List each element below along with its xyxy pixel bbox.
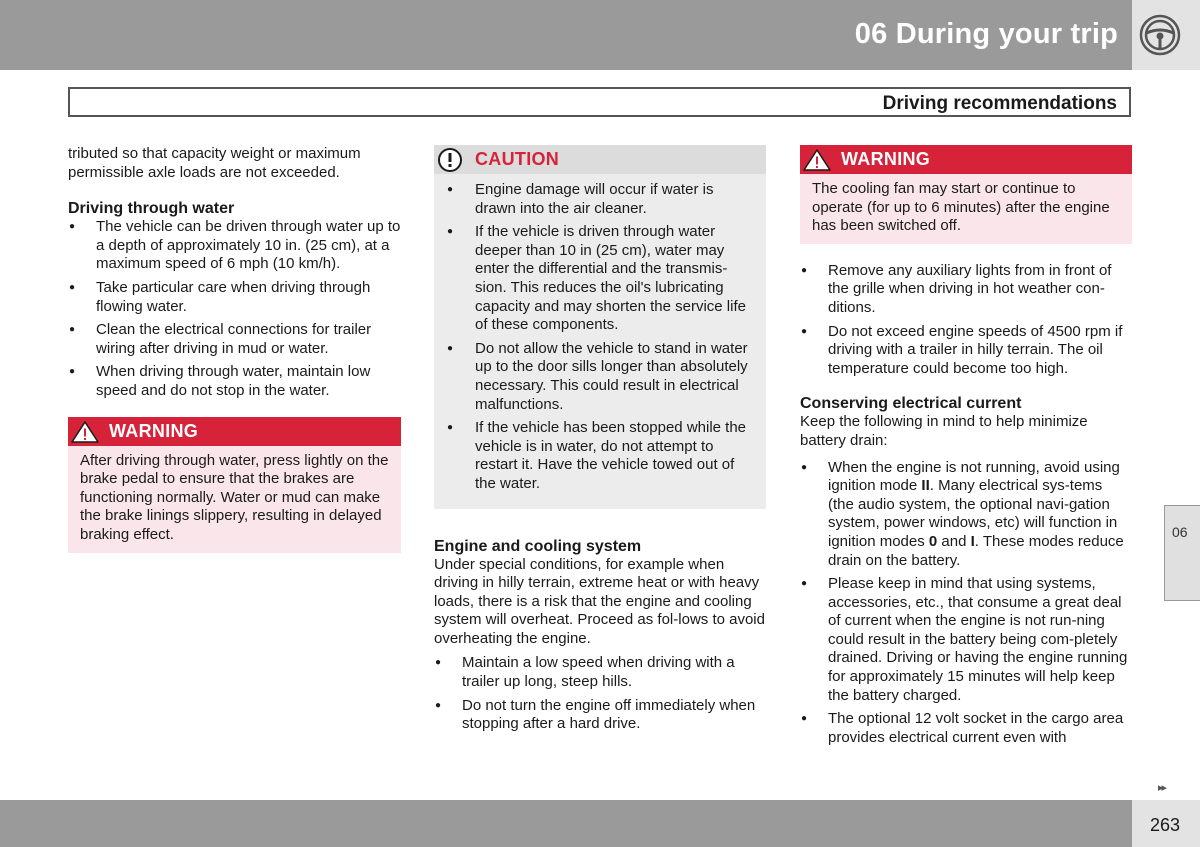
column-3 [800,145,1132,752]
list-item: ● Engine damage will occur if water is drawn into the air cleaner. [446,181,754,218]
page-number: 263 [1150,815,1181,835]
list-item: ● If the vehicle has been stopped while the vehicle is in water, do not attempt to restart it. Have the vehicle towed out of the water. [446,419,754,493]
warning-body: The cooling fan may start or continue to operate (for up to 6 minutes) after the engine has been switched off. [800,174,1132,244]
list-item: ● Maintain a low speed when driving with a trailer up long, steep hills. [434,654,766,691]
col1-intro: tributed so that capacity weight or maximum permissible axle loads are not exceeded. [68,145,361,181]
warning-header [800,145,1132,174]
engine-cooling-intro: Under special conditions, for example when driving in hilly terrain, extreme heat or with heavy loads, there is a risk that the engine and cooling system will overheat. Proceed as fol-lows to avoid overheating the engine. [434,555,765,647]
list-item: ● Clean the electrical connections for trailer wiring after driving in mud or water. [68,321,401,358]
column-2 [434,145,766,739]
chapter-side-tab: 06 [1164,505,1200,601]
steering-wheel-icon [1139,14,1181,56]
hot-weather-list [800,262,1132,379]
conserving-current-intro: Keep the following in mind to help minimize battery drain: [800,413,1088,449]
list-item: ● The vehicle can be driven through water up to a depth of approximately 10 in. (25 cm), at a maximum speed of 6 mph (10 km/h). [68,218,401,274]
list-item: ● When the engine is not running, avoid using ignition mode II. Many electrical sys-tems (the audio system, the optional navi-gation system, power windows, etc) will function in ignition modes 0 and I. These modes reduce drain on the battery. [800,459,1132,571]
column-1 [68,145,401,553]
caution-exclamation-icon [436,147,464,173]
warning-triangle-icon [802,148,832,172]
warning-body: After driving through water, press lightly on the brake pedal to ensure that the brakes are functioning normally. Water or mud can make the brake linings slippery, resulting in delayed braking effect. [68,446,401,553]
section-title: Driving recommendations [882,93,1117,114]
chapter-title: 06 During your trip [854,18,1118,50]
list-item: ● If the vehicle is driven through water deeper than 10 in (25 cm), water may enter the differential and the transmis-sion. This reduces the oil's lubricating capacity and may shorten the service life of these components. [446,223,754,335]
next-page-marker: ▸▸ [1158,782,1166,794]
list-item: ● Do not allow the vehicle to stand in water up to the door sills longer than absolutely necessary. This could result in electrical malfunctions. [446,340,754,414]
water-bullet-list [68,218,401,400]
list-item: ● Please keep in mind that using systems, accessories, etc., that consume a great deal of current when the engine is not run-ning could result in the battery being com-pletely drained. Driving or having the engine running for approximately 15 minutes will help keep the battery charged. [800,575,1132,705]
conserving-current-heading: Conserving electrical current [800,395,1022,413]
cooling-fan-warning-box [800,145,1132,244]
engine-cooling-heading: Engine and cooling system [434,537,642,555]
list-item: ● The optional 12 volt socket in the cargo area provides electrical current even with [800,710,1132,747]
caution-header [434,145,766,174]
warning-header [68,417,401,446]
list-item: ● Take particular care when driving through flowing water. [68,279,401,316]
battery-list [800,459,1132,748]
ignition-mode-ii: II [921,477,930,495]
warning-label: WARNING [841,149,931,169]
warning-triangle-icon [70,420,100,444]
ignition-mode-i: I [970,532,975,550]
caution-box [434,145,766,509]
warning-label: WARNING [109,420,199,441]
list-item: ● Do not exceed engine speeds of 4500 rpm if driving with a trailer in hilly terrain. The oil temperature could become too high. [800,323,1132,379]
caution-body [434,174,766,509]
engine-cooling-list [434,654,766,733]
list-item: ● Remove any auxiliary lights from in front of the grille when driving in hot weather con-ditions. [800,262,1132,318]
bottom-band [0,800,1132,847]
ignition-mode-0: 0 [928,532,938,550]
caution-label: CAUTION [475,149,560,169]
brake-warning-box [68,417,401,553]
list-item: ● Do not turn the engine off immediately when stopping after a hard drive. [434,697,766,734]
section-bar [68,87,1131,117]
driving-through-water-heading: Driving through water [68,200,235,218]
list-item: ● When driving through water, maintain low speed and do not stop in the water. [68,363,401,400]
